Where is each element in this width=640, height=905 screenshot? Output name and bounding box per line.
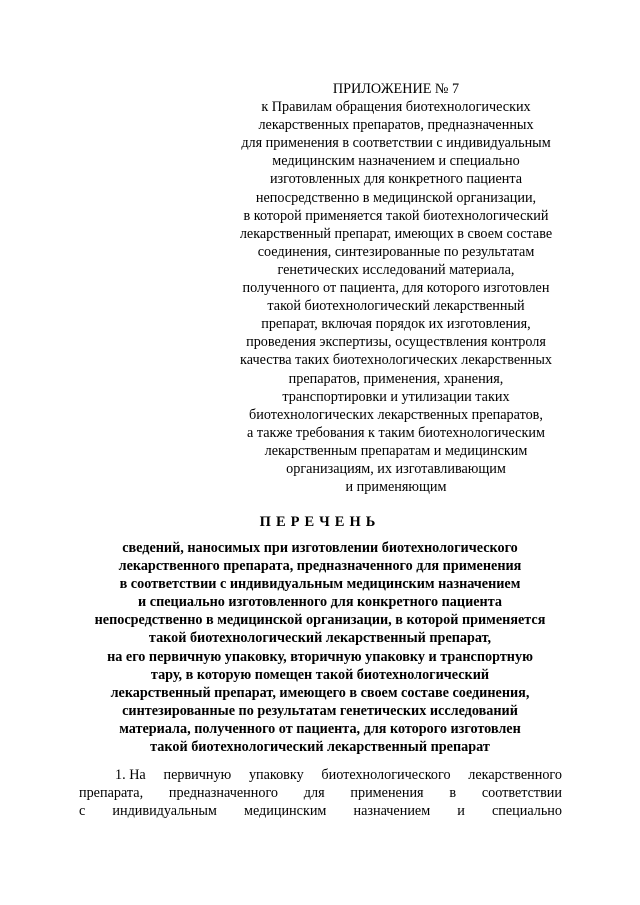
appendix-line: соединения, синтезированные по результатам bbox=[257, 243, 535, 260]
appendix-heading bbox=[222, 80, 570, 496]
body-line bbox=[79, 784, 562, 802]
subtitle-line: на его первичную упаковку, вторичную упаковку и транспортную bbox=[107, 648, 533, 665]
body-word: предназначенного bbox=[168, 785, 279, 802]
appendix-line: лекарственных препаратов, предназначенных bbox=[258, 117, 534, 134]
appendix-line: препаратов, применения, хранения, bbox=[288, 370, 504, 387]
body-word: 1. На bbox=[115, 767, 146, 783]
subtitle-line: такой биотехнологический лекарственный препарат, bbox=[148, 630, 492, 647]
body-word: применения bbox=[350, 785, 424, 802]
body-paragraph bbox=[79, 766, 562, 821]
body-word: препарата, bbox=[79, 785, 144, 802]
appendix-line: и применяющим bbox=[345, 479, 447, 496]
subtitle-line: лекарственного препарата, предназначенного для применения bbox=[118, 558, 522, 575]
appendix-line: лекарственный препарат, имеющих в своем составе bbox=[239, 225, 553, 242]
body-word: упаковку bbox=[248, 767, 304, 783]
appendix-line: изготовленных для конкретного пациента bbox=[269, 171, 523, 188]
subtitle-line: непосредственно в медицинской организации, в которой применяется bbox=[94, 612, 546, 629]
body-word: индивидуальным bbox=[112, 803, 217, 820]
body-word: в bbox=[449, 785, 457, 802]
subtitle-line: материала, полученного от пациента, для которого изготовлен bbox=[119, 720, 521, 737]
subtitle-line: сведений, наносимых при изготовлении биотехнологического bbox=[122, 540, 518, 556]
body-word: лекарственного bbox=[468, 767, 562, 783]
appendix-line: проведения экспертизы, осуществления контроля bbox=[246, 334, 546, 351]
appendix-line: в которой применяется такой биотехнологический bbox=[243, 207, 549, 224]
body-word: для bbox=[303, 785, 325, 802]
appendix-line: организациям, их изготавливающим bbox=[286, 460, 506, 477]
subtitle-line: и специально изготовленного для конкретного пациента bbox=[138, 594, 502, 611]
appendix-line: транспортировки и утилизации таких bbox=[282, 388, 510, 405]
body-word: и bbox=[457, 803, 465, 820]
subtitle-line: в соответствии с индивидуальным медицинским назначением bbox=[119, 576, 521, 593]
appendix-line: качества таких биотехнологических лекарственных bbox=[240, 352, 552, 369]
appendix-line: такой биотехнологический лекарственный bbox=[267, 298, 525, 315]
body-word: медицинским bbox=[243, 803, 327, 820]
appendix-line: для применения в соответствии с индивидуальным bbox=[241, 135, 551, 152]
appendix-line: медицинским назначением и специально bbox=[272, 153, 520, 170]
body-line bbox=[79, 766, 562, 784]
body-line bbox=[79, 802, 562, 820]
body-word: первичную bbox=[163, 767, 232, 783]
appendix-line: лекарственным препаратам и медицинским bbox=[264, 442, 528, 459]
appendix-line: к Правилам обращения биотехнологических bbox=[261, 99, 531, 116]
appendix-line: непосредственно в медицинской организации, bbox=[255, 189, 537, 206]
document-subtitle bbox=[60, 539, 580, 756]
appendix-line: генетических исследований материала, bbox=[277, 261, 515, 278]
subtitle-line: тару, в которую помещен такой биотехнологический bbox=[150, 666, 490, 683]
appendix-line: препарат, включая порядок их изготовления, bbox=[261, 316, 531, 333]
body-word: назначением bbox=[353, 803, 431, 820]
appendix-line: полученного от пациента, для которого изготовлен bbox=[242, 280, 550, 297]
body-word: биотехнологического bbox=[321, 767, 451, 783]
appendix-line: ПРИЛОЖЕНИЕ № 7 bbox=[332, 81, 460, 97]
subtitle-line: такой биотехнологический лекарственный препарат bbox=[150, 739, 490, 756]
body-word: соответствии bbox=[481, 785, 562, 802]
appendix-line: биотехнологических лекарственных препаратов, bbox=[249, 406, 543, 423]
subtitle-line: синтезированные по результатам генетических исследований bbox=[122, 702, 518, 719]
body-word: специально bbox=[491, 803, 562, 820]
body-word: с bbox=[79, 803, 86, 820]
subtitle-line: лекарственный препарат, имеющего в своем составе соединения, bbox=[110, 684, 530, 701]
document-title: ПЕРЕЧЕНЬ bbox=[259, 514, 381, 530]
appendix-line: а также требования к таким биотехнологическим bbox=[247, 424, 545, 441]
